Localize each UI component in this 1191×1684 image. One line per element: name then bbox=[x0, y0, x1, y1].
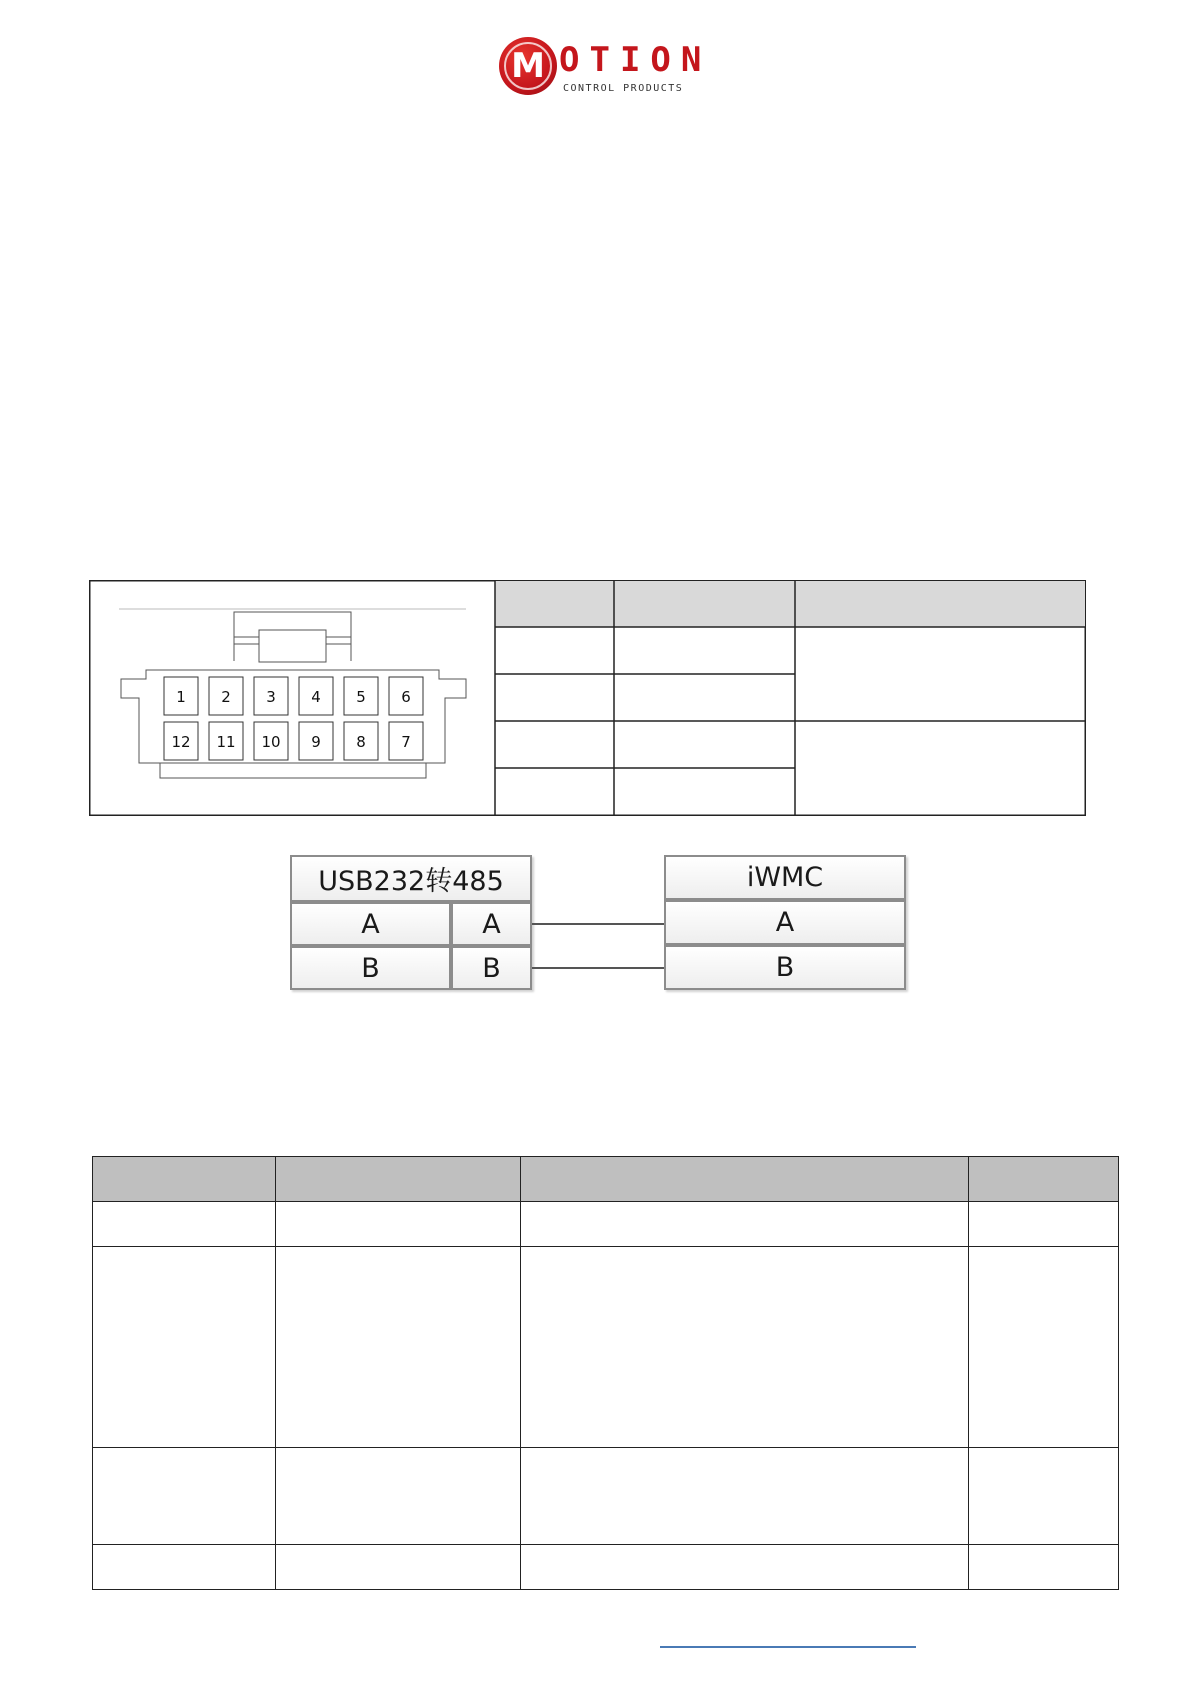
param-header-row bbox=[93, 1157, 1119, 1202]
param-header-cell bbox=[969, 1157, 1119, 1202]
pin-label-11: 11 bbox=[216, 733, 236, 751]
pin-label-2: 2 bbox=[221, 688, 231, 706]
table-row bbox=[93, 1202, 1119, 1247]
param-header-cell bbox=[521, 1157, 969, 1202]
table-cell bbox=[969, 1545, 1119, 1590]
usb485-terminal-b-left: B bbox=[290, 946, 451, 990]
table-cell bbox=[276, 1202, 521, 1247]
table-cell bbox=[276, 1545, 521, 1590]
pin-label-7: 7 bbox=[401, 733, 411, 751]
logo-word: OTION bbox=[559, 40, 712, 80]
table-cell bbox=[276, 1448, 521, 1545]
wire-b bbox=[532, 967, 664, 969]
table-cell bbox=[276, 1247, 521, 1448]
iwmc-title: iWMC bbox=[664, 855, 906, 900]
logo-letter: M bbox=[511, 46, 545, 86]
connector-table-svg bbox=[89, 580, 1086, 816]
table-header-bg bbox=[495, 581, 1085, 627]
usb485-terminal-b-right: B bbox=[451, 946, 532, 990]
iwmc-terminal-b: B bbox=[664, 945, 906, 990]
pin-label-12: 12 bbox=[171, 733, 191, 751]
param-header-cell bbox=[276, 1157, 521, 1202]
table-cell bbox=[969, 1202, 1119, 1247]
table-cell bbox=[93, 1202, 276, 1247]
table-cell bbox=[521, 1545, 969, 1590]
usb485-terminal-a-right: A bbox=[451, 902, 532, 946]
pin-label-10: 10 bbox=[261, 733, 281, 751]
table-cell bbox=[969, 1448, 1119, 1545]
pin-label-6: 6 bbox=[401, 688, 411, 706]
usb485-terminal-a-left: A bbox=[290, 902, 451, 946]
iwmc-terminal-a: A bbox=[664, 900, 906, 945]
table-cell bbox=[521, 1247, 969, 1448]
table-cell bbox=[93, 1247, 276, 1448]
table-row bbox=[93, 1247, 1119, 1448]
pin-label-5: 5 bbox=[356, 688, 366, 706]
motion-control-products-logo bbox=[499, 37, 712, 97]
parameter-table bbox=[92, 1156, 1119, 1590]
table-cell bbox=[521, 1448, 969, 1545]
table-row bbox=[93, 1448, 1119, 1545]
pin-label-4: 4 bbox=[311, 688, 321, 706]
pin-label-8: 8 bbox=[356, 733, 366, 751]
table-cell bbox=[969, 1247, 1119, 1448]
pin-label-3: 3 bbox=[266, 688, 276, 706]
logo-subtitle: CONTROL PRODUCTS bbox=[563, 83, 684, 94]
pin-label-1: 1 bbox=[176, 688, 186, 706]
wire-a bbox=[532, 923, 664, 925]
param-header-cell bbox=[93, 1157, 276, 1202]
pin-label-9: 9 bbox=[311, 733, 321, 751]
table-cell bbox=[93, 1448, 276, 1545]
table-cell bbox=[521, 1202, 969, 1247]
connector-pinout-table bbox=[89, 580, 1086, 816]
table-cell bbox=[93, 1545, 276, 1590]
rs485-wiring-diagram bbox=[290, 855, 910, 1000]
usb485-title: USB232转485 bbox=[290, 855, 532, 902]
footer-website-link[interactable] bbox=[660, 1646, 916, 1648]
table-row bbox=[93, 1545, 1119, 1590]
